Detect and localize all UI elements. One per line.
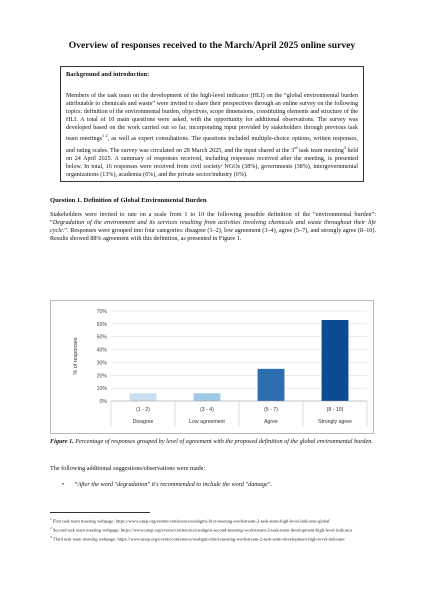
footnote-ref-1-2[interactable]: 1 2 — [102, 133, 108, 139]
bullet-marker: • — [62, 481, 65, 488]
x-tick-label: (1 - 2) — [136, 407, 150, 413]
bar — [258, 369, 285, 401]
agreement-bar-chart — [50, 300, 374, 434]
chart-svg — [51, 301, 375, 435]
background-text — [66, 92, 358, 179]
intro-part1: Stakeholders were invited to rate on a scale from 1 to 10 the following possible definition of the “environmental burden”: “ — [50, 211, 376, 226]
background-text-part3: task team meeting — [297, 147, 344, 154]
y-tick-label: 0% — [99, 399, 107, 405]
y-axis-label: % of responses — [73, 337, 79, 375]
bar — [130, 393, 157, 401]
bar — [322, 320, 349, 401]
intro-part2: .”. Responses were grouped into four categories: disagree (1–2), low agreement (3–4), agree (5–7), and strongly agree (8–10). Results showed 88% agreement with this definition, as presented in Figure 1. — [50, 227, 376, 242]
x-category-label: Agree — [264, 419, 278, 425]
footnote-3 — [50, 534, 376, 543]
background-text-part4: held on 24 April 2025. A summary of responses received, including responses received after the meeting, is presented below. In total, 16 responses were received from civil society/ NGOs (38%), governments (38%), intergovernmental organizations (13%), academia (6%), and the private sector/industry (6%). — [66, 147, 359, 178]
background-box — [60, 66, 364, 182]
figure-caption — [50, 438, 376, 446]
footnote-1 — [50, 516, 376, 525]
y-tick-label: 40% — [96, 347, 107, 354]
footnote-2-number: 2 — [50, 526, 52, 531]
footnote-3-number: 3 — [50, 535, 52, 540]
bullet-item — [62, 481, 272, 488]
ordinal-suffix: rd — [294, 144, 298, 150]
x-category-label: Low agreement — [189, 419, 225, 425]
footnote-1-text[interactable]: First task team meeting webpage: https://www.unep.org/events/conference/oeahgmi-first-meeting-workstream-2-task-team-high-level-indicator-global — [51, 518, 330, 524]
footnote-ref-3[interactable]: 3 — [343, 144, 346, 150]
y-tick-label: 50% — [96, 334, 107, 341]
y-tick-label: 60% — [96, 321, 107, 328]
definition-text: Degradation of the environment and its services resulting from activities involving chemicals and waste throughout their life cycle — [50, 219, 376, 234]
y-tick-label: 70% — [96, 309, 107, 315]
footnote-3-text[interactable]: Third task team meeting webpage: https://www.unep.org/events/conference/oeahgmi-third-meeting-workstream-2-task-team-development-high-level-indicator — [51, 536, 345, 542]
footnotes — [50, 516, 376, 543]
background-heading: Background and introduction: — [66, 71, 150, 78]
figure-label: Figure 1. — [50, 438, 74, 445]
y-tick-label: 30% — [96, 360, 107, 367]
footnote-2 — [50, 525, 376, 534]
bullet-text: “After the word "degradation" it's recommended to include the word "damage". — [74, 481, 272, 488]
x-tick-label: (5 - 7) — [264, 407, 278, 413]
footnote-1-number: 1 — [50, 517, 52, 521]
x-category-label: Disagree — [132, 419, 154, 425]
background-text-part1: Members of the task team on the development of the high-level indicator (HLI) on the “global environmental burden attributable to chemicals and waste” were invited to share their perspectives through an online survey on the following topics: definition of the environmental burden, objectives, scope dimensions, constituting elements and structure of the HLI. A total of 10 main questions were asked, with the opportunity for additional observations. The survey was developed based on the work carried out so far, incorporating input provided by stakeholders through previous task team meetings — [66, 93, 358, 143]
background-text-part2: , as well as expert consultations. The questions included multiple-choice options, written responses, and rating scales. The survey was circulated on 28 March 2025, and the input shared at the 3 — [66, 136, 358, 154]
question-1-intro — [50, 211, 376, 243]
figure-caption-text: Percentage of responses grouped by level of agreement with the proposed definition of the global environmental burden. — [73, 438, 373, 445]
page-title: Overview of responses received to the March/April 2025 online survey — [68, 40, 356, 51]
bar — [194, 393, 221, 401]
footnote-divider — [50, 512, 150, 513]
y-tick-label: 10% — [96, 386, 107, 393]
x-tick-label: (8 - 10) — [326, 407, 344, 413]
y-tick-label: 20% — [96, 373, 107, 380]
footnote-2-text[interactable]: Second task team meeting webpage: https://www.unep.org/events/conference/oeahgmi-second-meeting-workstream-2-task-team-development-high-level-indicator — [51, 527, 353, 533]
x-category-label: Strongly agree — [318, 419, 352, 425]
x-tick-label: (3 - 4) — [200, 407, 214, 413]
observations-intro: The following additional suggestions/observations were made: — [50, 465, 206, 472]
question-1-heading: Question 1. Definition of Global Environmental Burden — [50, 197, 207, 204]
